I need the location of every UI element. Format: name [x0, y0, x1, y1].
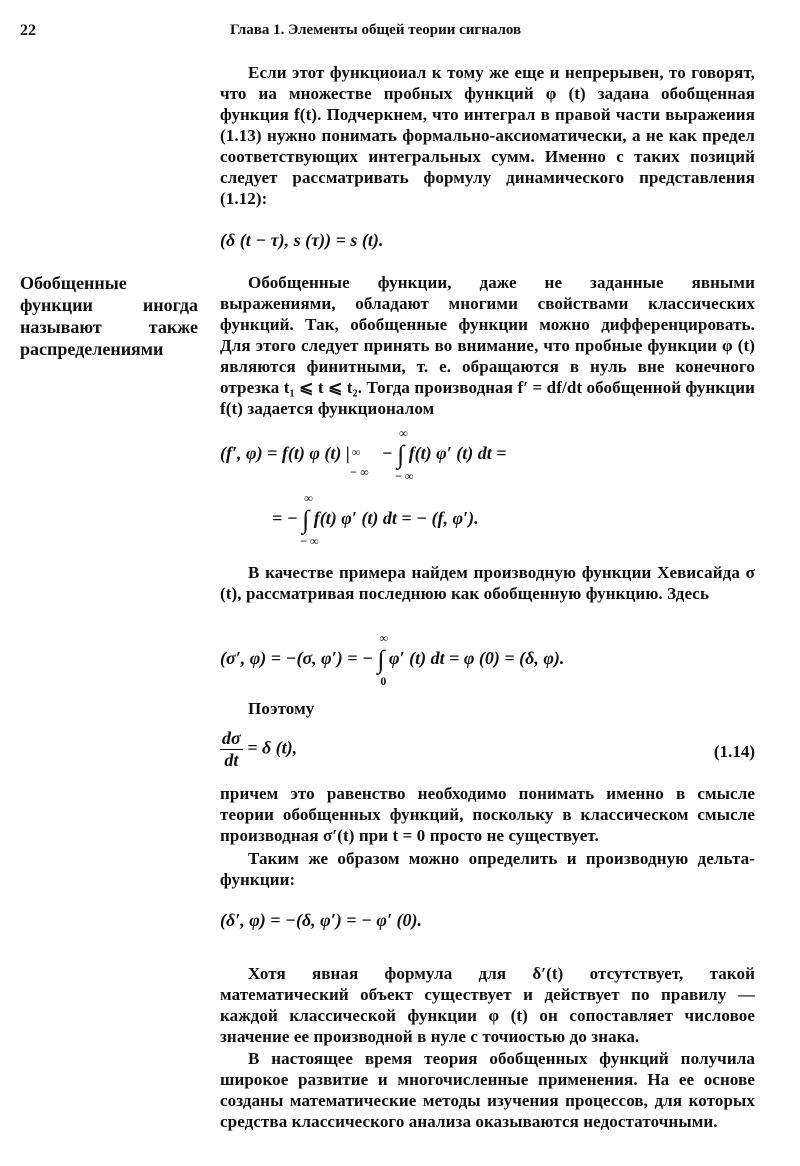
equation-derivative-line-2: [272, 491, 479, 548]
equation-heaviside: [220, 631, 565, 688]
integral-upper: ∞: [379, 631, 388, 645]
equation-dynamic-representation: (δ (t − τ), s (τ)) = s (t).: [220, 230, 384, 250]
eval-upper-limit: ∞: [351, 445, 361, 460]
paragraph-8: В настоящее время теория обобщенных функций получила широкое развитие и многочисленные применения. На ее основе созданы математические методы изучения процессов, для которых средства классического анализа оказываются недостаточными.: [220, 1049, 755, 1131]
equation-number: (1.14): [713, 742, 755, 761]
eq-part: = −: [272, 508, 298, 529]
integral-lower: − ∞: [300, 534, 319, 548]
fraction: [220, 728, 243, 771]
page-number: 22: [20, 22, 36, 39]
eq-part: φ′ (t) dt = φ (0) = (δ, φ).: [389, 648, 565, 669]
eq-part: (σ′, φ) = −(σ, φ′) = −: [220, 648, 373, 669]
paragraph-3: В качестве примера найдем производную функции Хевисайда σ (t), рассматривая последнюю как обобщенную функцию. Здесь: [220, 563, 755, 603]
paragraph-2: Обобщенные функции, даже не заданные явными выражениями, обладают многими свойствами классических функций. Так, обобщенные функции можно дифференцировать. Для этого следует принять во внимание, что пробные функции φ (t) являются финитными, т. е. обращаются в нуль вне конечного отрезка t₁ ⩽ t ⩽ t₂. Тогда производная f′ = df/dt обобщенной функции f(t) задается функционалом: [220, 273, 755, 418]
integral-lower: − ∞: [395, 469, 414, 483]
running-head: Глава 1. Элементы общей теории сигналов: [230, 22, 522, 38]
paragraph-4: Поэтому: [248, 699, 315, 718]
margin-note: Обобщенные функции иногда называют также распределениями: [20, 273, 198, 359]
eq-part: = δ (t),: [247, 737, 298, 758]
integral-sign: ∫ ∞ − ∞: [300, 491, 319, 548]
equation-delta-derivative: (δ′, φ) = −(δ, φ′) = − φ′ (0).: [220, 910, 423, 930]
integral-lower: 0: [380, 674, 387, 688]
integral-upper: ∞: [304, 491, 313, 505]
eq-part: f(t) φ′ (t) dt = − (f, φ′).: [313, 508, 479, 529]
paragraph-1: Если этот функциоиал к тому же еще и непрерывен, то говорят, что иа множестве пробных функций φ (t) задана обобщенная функция f(t). Подчеркнем, что интеграл в правой части выражеиия (1.13) нужно понимать формально-аксиоматически, а не как предел соответствующих интегральных сумм. Именно с таких позиций следует рассматривать формулу динамического представления (1.12):: [220, 63, 755, 208]
paragraph-5: причем это равенство необходимо понимать именно в смысле теории обобщенных функций, поскольку в классическом смысле производная σ′(t) при t = 0 просто не существует.: [220, 784, 755, 845]
integral-upper: ∞: [399, 426, 408, 440]
fraction-numerator: dσ: [222, 728, 241, 748]
fraction-denominator: dt: [224, 750, 239, 770]
integral-sign: ∫ ∞ 0: [377, 631, 388, 688]
integral-sign: ∫ ∞ − ∞: [395, 426, 414, 483]
equation-derivative-line-1: (f′, φ) = f(t) φ (t) | ∞ − ∞ − ∫ ∞ − ∞ f(t) φ′ (t) dt =: [220, 426, 507, 483]
eq-part: f(t) φ′ (t) dt =: [408, 443, 507, 464]
paragraph-6: Таким же образом можно определить и производную дельта-функции:: [220, 849, 755, 889]
eval-lower-limit: − ∞: [349, 465, 369, 480]
eq-part: (f′, φ) = f(t) φ (t) |: [220, 443, 350, 464]
equation-1-14: [220, 728, 297, 771]
paragraph-7: Хотя явная формула для δ′(t) отсутствует, такой математический объект существует и действует по правилу — каждой классической функции φ (t) он сопоставляет числовое значение ее производной в нуле с точиостью до знака.: [220, 964, 755, 1046]
